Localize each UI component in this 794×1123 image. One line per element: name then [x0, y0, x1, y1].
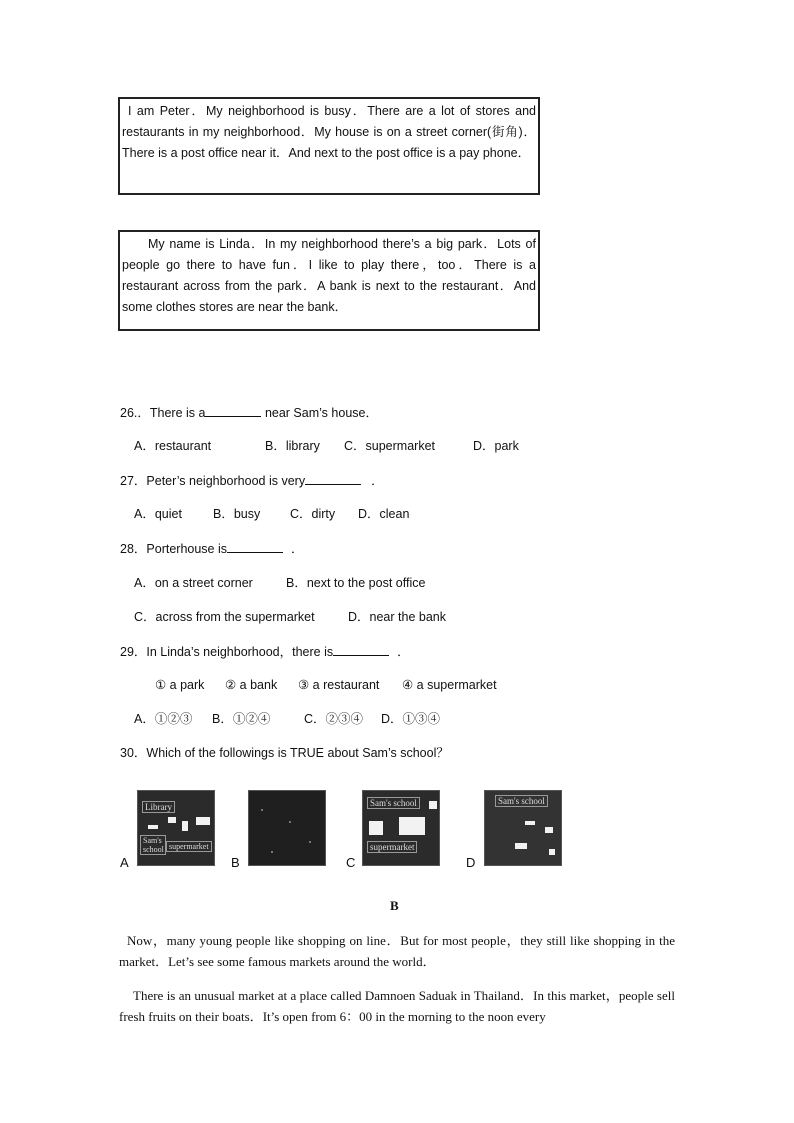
q29-option-a: A．①②③ [134, 712, 193, 726]
noise-dot [261, 809, 263, 811]
map-block [148, 825, 158, 829]
q28-option-b: B．next to the post office [286, 576, 426, 590]
question-27-prefix: 27．Peter’s neighborhood is very [120, 474, 306, 488]
question-28-suffix: ． [291, 542, 304, 556]
map-label-sams-school: Sam's school [495, 795, 548, 807]
map-label-supermarket: supermarket [166, 841, 212, 852]
q26-option-c: C．supermarket [344, 439, 435, 453]
map-label-sams-school: Sam's school [140, 835, 166, 855]
q29-item-1: ① a park [155, 678, 205, 692]
q27-option-b: B．busy [213, 507, 261, 521]
answer-blank [333, 643, 389, 656]
question-26-prefix: 26.．There is a [120, 406, 206, 420]
q30-option-a-letter: A [120, 855, 129, 870]
question-28 [120, 540, 304, 557]
map-block [182, 821, 188, 831]
q30-option-c-letter: C [346, 855, 356, 870]
map-block [429, 801, 437, 809]
q28-option-a: A．on a street corner [134, 576, 253, 590]
map-block [168, 817, 176, 823]
passage-peter-box [118, 97, 540, 195]
section-b-paragraph-1-text: Now，many young people like shopping on line．But for most people，they still like shopping in the market．Let’s see some famous markets around the world． [119, 933, 675, 969]
noise-dot [309, 841, 311, 843]
q30-picture-c [362, 790, 440, 866]
map-block [549, 849, 555, 855]
section-b-paragraph-1 [119, 930, 675, 972]
q27-option-c: C．dirty [290, 507, 336, 521]
q29-item-4: ④ a supermarket [402, 678, 497, 692]
question-27-suffix: ． [371, 474, 384, 488]
answer-blank [305, 472, 361, 485]
q27-option-d: D．clean [358, 507, 410, 521]
answer-blank [205, 404, 261, 417]
section-b-heading: B [390, 898, 399, 913]
q29-option-d: D．①③④ [381, 712, 441, 726]
q30-picture-b [248, 790, 326, 866]
map-block [399, 817, 425, 835]
q26-option-b: B．library [265, 439, 320, 453]
q27-option-a: A．quiet [134, 507, 182, 521]
question-30: 30．Which of the followings is TRUE about Sam’s school？ [120, 746, 449, 760]
question-29 [120, 643, 410, 660]
map-block [515, 843, 527, 849]
noise-dot [271, 851, 273, 853]
question-29-suffix: ． [397, 645, 410, 659]
q26-option-a: A．restaurant [134, 439, 212, 453]
passage-peter-text: I am Peter．My neighborhood is busy．There are a lot of stores and restaurants in my neighborhood．My house is on a street corner(街角)．There is a post office near it．And next to the post office is a pay phone． [122, 104, 536, 160]
map-label-supermarket: supermarket [367, 841, 417, 853]
q30-option-d-letter: D [466, 855, 476, 870]
answer-blank [227, 540, 283, 553]
q28-option-c: C．across from the supermarket [134, 610, 315, 624]
question-26-suffix: near Sam’s house． [261, 406, 378, 420]
q30-picture-d [484, 790, 562, 866]
map-label-library: Library [142, 801, 175, 813]
q29-option-b: B．①②④ [212, 712, 271, 726]
map-block [369, 821, 383, 835]
map-label-sams-school: Sam's school [367, 797, 420, 809]
question-29-prefix: 29．In Linda’s neighborhood，there is [120, 645, 334, 659]
question-27 [120, 472, 384, 489]
map-block [525, 821, 535, 825]
question-26 [120, 404, 378, 421]
q29-option-c: C．②③④ [304, 712, 364, 726]
q29-item-3: ③ a restaurant [298, 678, 380, 692]
map-block [196, 817, 210, 825]
q26-option-d: D．park [473, 439, 519, 453]
passage-linda-box [118, 230, 540, 331]
question-28-prefix: 28．Porterhouse is [120, 542, 228, 556]
q29-item-2: ② a bank [225, 678, 278, 692]
map-block [545, 827, 553, 833]
q28-option-d: D．near the bank [348, 610, 446, 624]
noise-dot [289, 821, 291, 823]
section-b-paragraph-2-text: There is an unusual market at a place called Damnoen Saduak in Thailand．In this market，people sell fresh fruits on their boats．It’s open from 6：00 in the morning to the noon every [119, 988, 675, 1024]
q30-picture-a [137, 790, 215, 866]
section-b-paragraph-2 [119, 985, 675, 1027]
q30-option-b-letter: B [231, 855, 240, 870]
passage-linda-text: My name is Linda．In my neighborhood there’s a big park．Lots of people go there to have fun．I like to play there，too．There is a restaurant across from the park．A bank is next to the restaurant．And some clothes stores are near the bank． [122, 237, 536, 314]
